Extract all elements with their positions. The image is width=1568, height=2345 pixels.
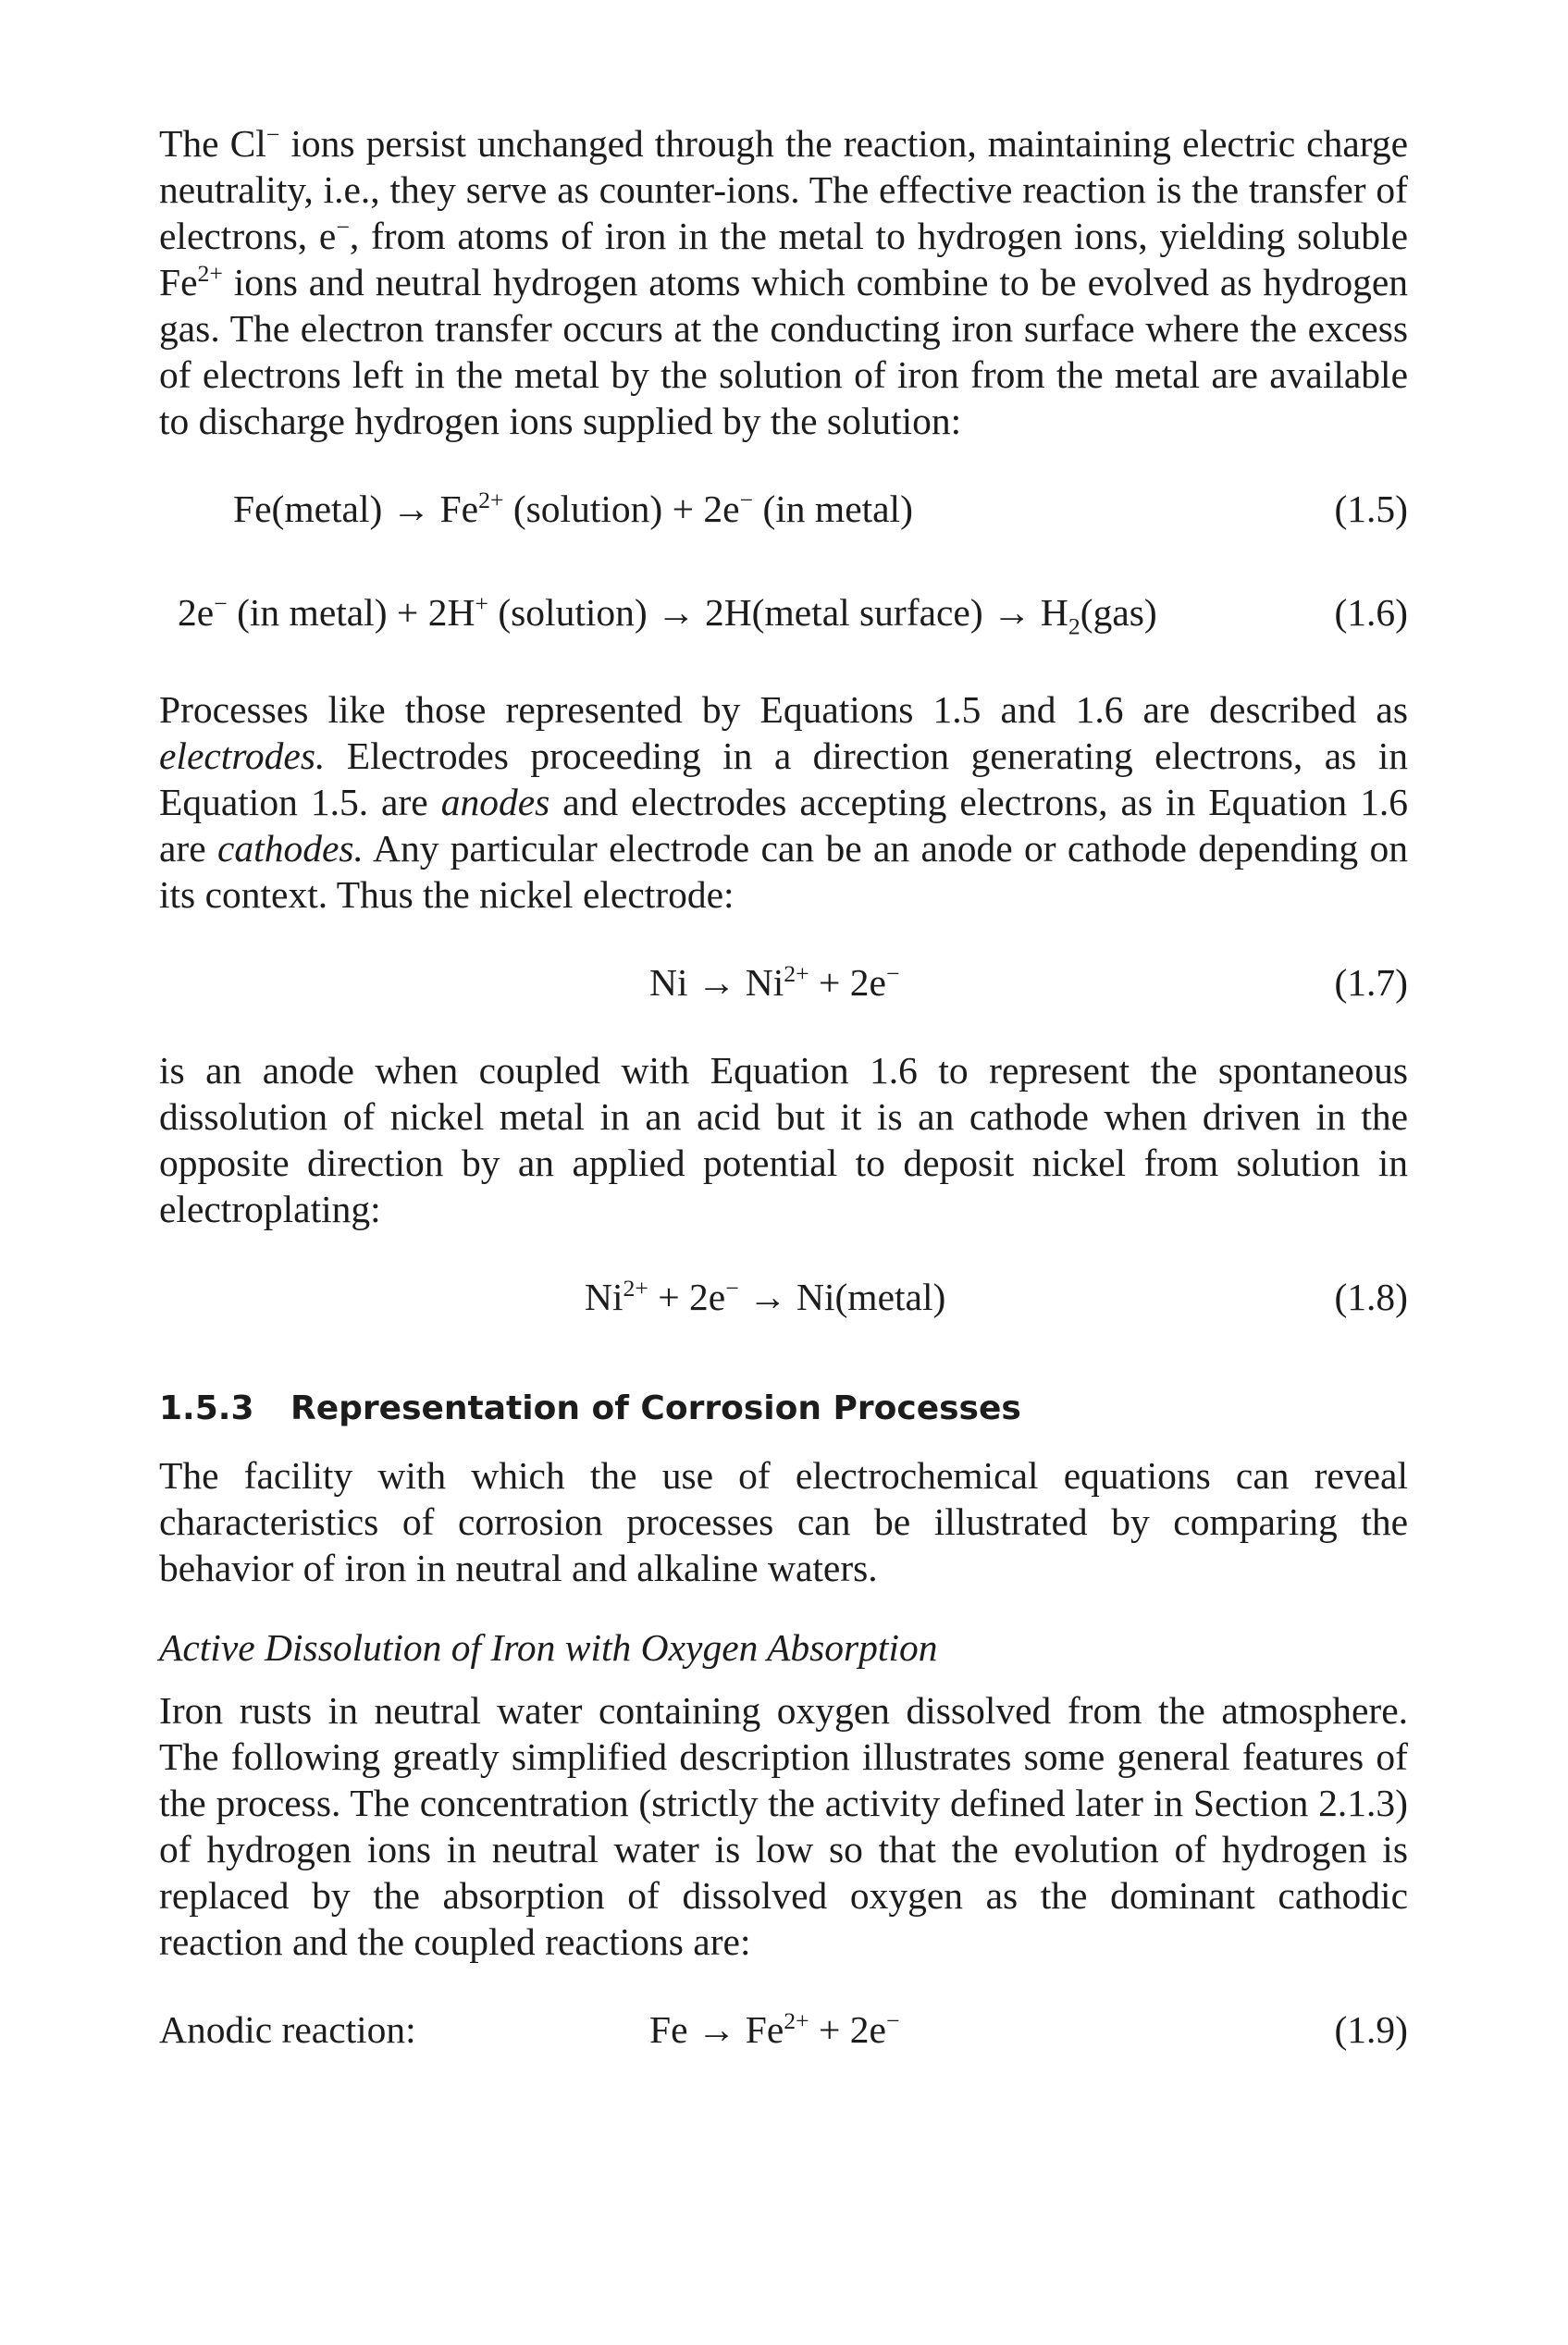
paragraph-chloride-ions: The Cl− ions persist unchanged through the reaction, maintaining electric charge neutrality, i.e., they serve as counter-ions. The effective reaction is the transfer of electrons, e−, from atoms of iron in the metal to hydrogen ions, yielding soluble $Fe^{2+}$ ions and neutral hydrogen atoms which combine to be evolved as hydrogen gas. The electron transfer occurs at the conducting iron surface where the excess of electrons left in the metal by the solution of iron from the metal are available to discharge hydrogen ions supplied by the solution: — [159, 121, 1409, 442]
page-content — [159, 120, 1408, 2057]
equation-label: Anodic reaction: — [159, 2008, 416, 2051]
equation-number: (1.5) — [1334, 488, 1408, 530]
equation-expression: $Ni \to Ni^{2+} + 2e^-$ — [649, 960, 900, 1004]
equation-expression: $Ni^{2+} + 2e^-$ → Ni(metal) — [585, 1275, 946, 1318]
equation-expression: Fe(metal) → $Fe^{2+}$ (solution) + 2e− (in metal) — [233, 487, 913, 530]
equation-1-8 — [159, 1269, 1408, 1325]
equation-expression: $Fe \to Fe^{2+} + 2e^-$ — [649, 2007, 900, 2051]
section-title: Representation of Corrosion Processes — [290, 1389, 1021, 1427]
equation-number: (1.9) — [1334, 2008, 1408, 2051]
equation-1-5 — [159, 481, 1408, 537]
equation-1-9 — [159, 2002, 1408, 2057]
equation-number: (1.6) — [1334, 591, 1408, 634]
equation-1-7 — [159, 955, 1408, 1010]
paragraph-nickel-anode: is an anode when coupled with Equation 1.6 to represent the spontaneous dissolution of nickel metal in an acid but it is an cathode when driven in the opposite direction by an applied potential to deposit nickel from solution in electroplating: — [159, 1049, 1408, 1230]
paragraph-electrochemical-equations: The facility with which the use of electrochemical equations can reveal characteristics of corrosion processes can be illustrated by comparing the behavior of iron in neutral and alkaline waters. — [159, 1454, 1408, 1589]
equation-expression: 2e− (in metal) + 2H+ (solution) → 2H(metal surface) → $H_2(gas)$ — [178, 590, 1157, 640]
paragraph-iron-rusts: Iron rusts in neutral water containing oxygen dissolved from the atmosphere. The following greatly simplified description illustrates some general features of the process. The concentration (strictly the activity defined later in Section 2.1.3) of hydrogen ions in neutral water is low so that the evolution of hydrogen is replaced by the absorption of dissolved oxygen as the dominant cathodic reaction and the coupled reactions are: — [159, 1689, 1408, 1963]
equation-number: (1.7) — [1334, 961, 1408, 1004]
equation-number: (1.8) — [1334, 1276, 1408, 1318]
paragraph-electrodes: Processes like those represented by Equations 1.5 and 1.6 are described as electrodes. Electrodes proceeding in a direction generating electrons, as in Equation 1.5. are anodes and electrodes accepting electrons, as in Equation 1.6 are cathodes. Any particular electrode can be an anode or cathode depending on its context. Thus the nickel electrode: — [159, 688, 1408, 916]
section-heading — [159, 1386, 1408, 1432]
section-number: 1.5.3 — [159, 1389, 254, 1427]
subheading: Active Dissolution of Iron with Oxygen Absorption — [159, 1626, 938, 1669]
equation-1-6 — [159, 585, 1408, 640]
